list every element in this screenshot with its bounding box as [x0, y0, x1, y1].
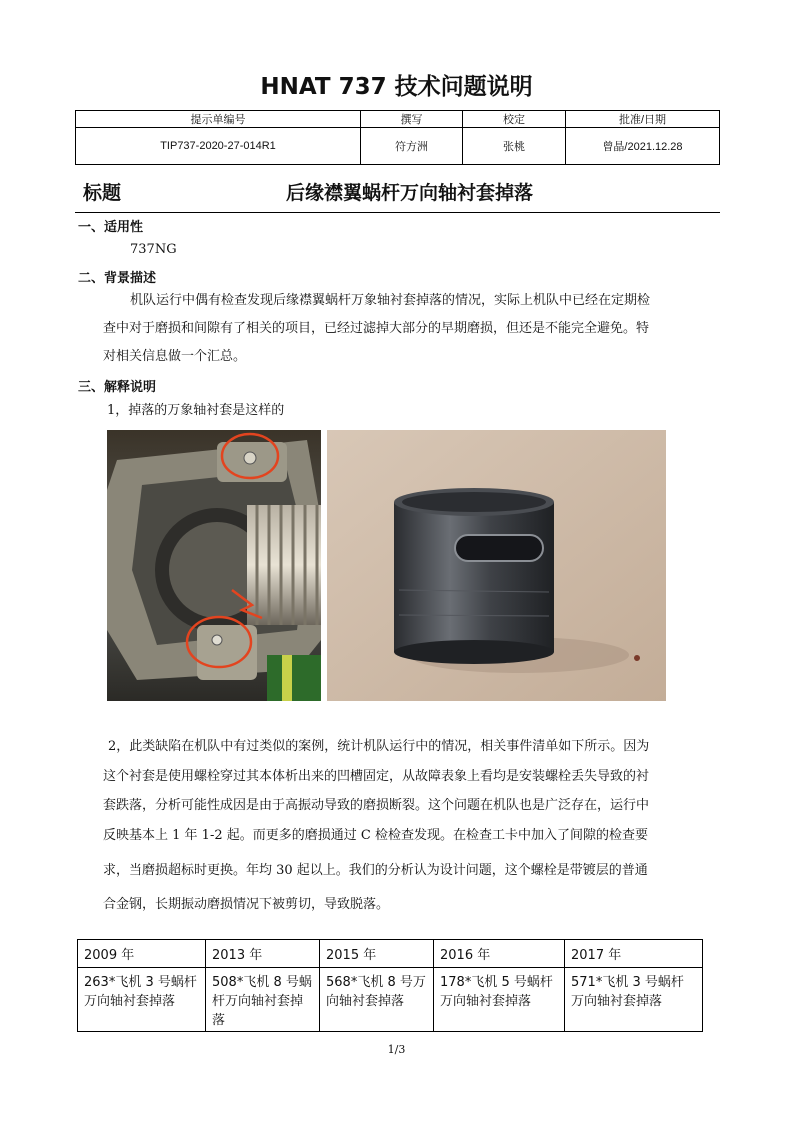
event-year: 2016 年 [434, 940, 565, 968]
detached-bushing-photo [327, 430, 666, 701]
background-line-1: 机队运行中偶有检查发现后缘襟翼蜗杆万象轴衬套掉落的情况，实际上机队中已经在定期检 [130, 293, 651, 308]
section-heading-explanation: 三、解释说明 [78, 380, 157, 395]
meta-value-number: TIP737-2020-27-014R1 [76, 128, 361, 165]
meta-value-author: 符方洲 [361, 128, 463, 165]
applicability-text: 737NG [130, 242, 177, 257]
explanation-item-2-line-5: 求，当磨损超标时更换。年均 30 起以上。我们的分析认为设计问题，这个螺栓是带镀层的普通 [103, 863, 648, 878]
meta-value-approval: 曾晶/2021.12.28 [566, 128, 720, 165]
explanation-item-2-line-2: 这个衬套是使用螺栓穿过其本体析出来的凹槽固定，从故障表象上看均是安装螺栓丢失导致的衬 [103, 769, 650, 784]
explanation-item-2-line-1: 2，此类缺陷在机队中有过类似的案例，统计机队运行中的情况，相关事件清单如下所示。因为 [108, 739, 650, 754]
explanation-item-2-line-6: 合金钢，长期振动磨损情况下被剪切，导致脱落。 [103, 897, 390, 912]
explanation-item-2-line-4: 反映基本上 1 年 1-2 起。而更多的磨损通过 C 检检查发现。在检查工卡中加入了间隙的检查要 [103, 828, 648, 843]
explanation-item-1: 1，掉落的万象轴衬套是这样的 [107, 403, 285, 418]
page-number: 1/3 [387, 1043, 406, 1056]
event-year: 2015 年 [320, 940, 434, 968]
event-year: 2017 年 [565, 940, 703, 968]
background-line-3: 对相关信息做一个汇总。 [103, 349, 247, 364]
meta-header-reviewer: 校定 [463, 111, 566, 128]
event-year: 2009 年 [78, 940, 206, 968]
event-description: 568*飞机 8 号万向轴衬套掉落 [320, 968, 434, 1032]
events-table [77, 939, 703, 1032]
meta-header-approval: 批准/日期 [566, 111, 720, 128]
event-description: 178*飞机 5 号蜗杆万向轴衬套掉落 [434, 968, 565, 1032]
document-meta-table [75, 110, 720, 165]
background-line-2: 查中对于磨损和间隙有了相关的项目，已经过滤掉大部分的早期磨损，但还是不能完全避免。特 [103, 321, 650, 336]
event-description: 263*飞机 3 号蜗杆万向轴衬套掉落 [78, 968, 206, 1032]
section-heading-applicability: 一、适用性 [78, 220, 144, 235]
event-description: 571*飞机 3 号蜗杆万向轴衬套掉落 [565, 968, 703, 1032]
meta-header-number: 提示单编号 [76, 111, 361, 128]
meta-value-reviewer: 张桃 [463, 128, 566, 165]
document-title: HNAT 737 技术问题说明 [260, 74, 533, 100]
explanation-item-2-line-3: 套跌落，分析可能性成因是由于高振动导致的磨损断裂。这个问题在机队也是广泛存在，运行中 [103, 798, 650, 813]
section-heading-background: 二、背景描述 [78, 271, 157, 286]
meta-header-author: 撰写 [361, 111, 463, 128]
event-year: 2013 年 [206, 940, 320, 968]
event-description: 508*飞机 8 号蜗杆万向轴衬套掉落 [206, 968, 320, 1032]
topic-label: 标题 [83, 182, 122, 204]
installed-bushing-photo [107, 430, 321, 701]
title-divider [75, 212, 720, 213]
topic-title: 后缘襟翼蜗杆万向轴衬套掉落 [286, 182, 534, 204]
